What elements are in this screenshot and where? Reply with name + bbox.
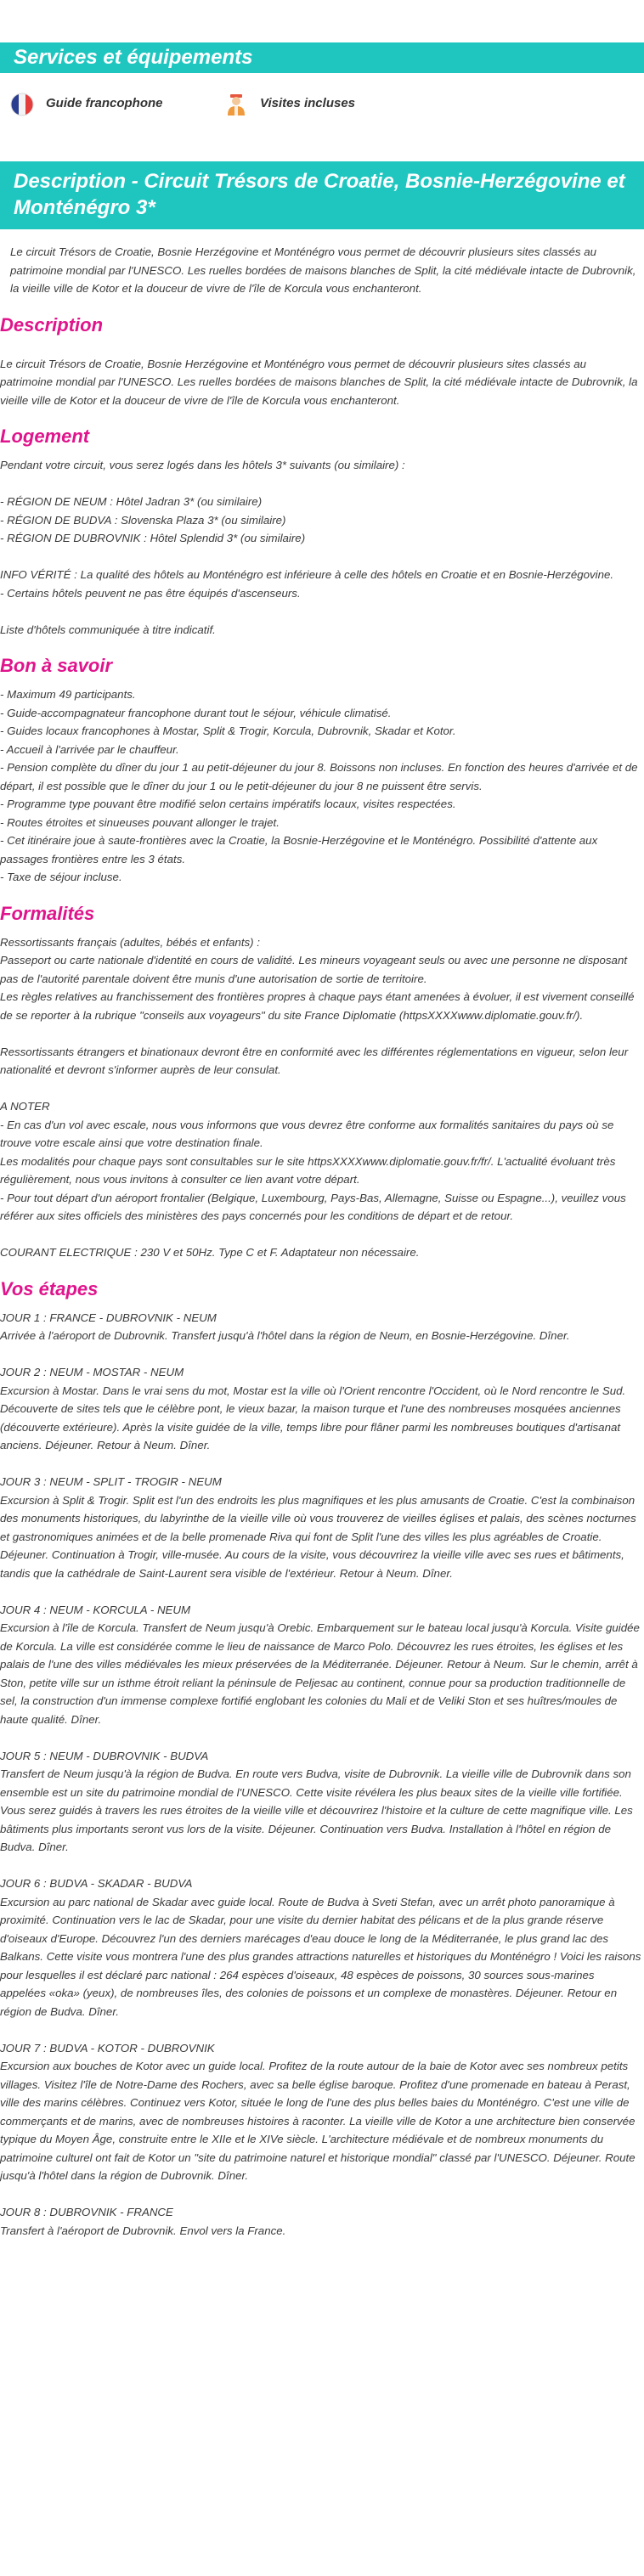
day-title: JOUR 8 : DUBROVNIK - FRANCE xyxy=(0,2206,173,2218)
ressortissants-francais: Ressortissants français (adultes, bébés et enfants) : xyxy=(0,935,260,949)
list-item: - Cet itinéraire joue à saute-frontières avec la Croatie, la Bosnie-Herzégovine et le Monténégro. Possibilité d'attente aux passages frontières entre les 3 états. xyxy=(0,834,598,865)
day-6 xyxy=(0,1874,641,2021)
service-label: Visites incluses xyxy=(260,96,356,110)
list-item: - Guides locaux francophones à Mostar, Split & Trogir, Korcula, Dubrovnik, Skadar et Kotor. xyxy=(0,724,456,737)
info-verite: INFO VÉRITÉ : La qualité des hôtels au Monténégro est inférieure à celle des hôtels en Croatie et en Bosnie-Herzégovine. xyxy=(0,568,614,581)
list-item: - Guide-accompagnateur francophone durant tout le séjour, véhicule climatisé. xyxy=(0,706,392,719)
bon-a-savoir-list xyxy=(0,685,641,887)
etapes-section xyxy=(0,1278,641,2241)
description-heading: Description xyxy=(0,313,104,335)
day-text: Transfert à l'aéroport de Dubrovnik. Envol vers la France. xyxy=(0,2224,286,2237)
services-title: Services et équipements xyxy=(14,46,253,69)
list-item: - Accueil à l'arrivée par le chauffeur. xyxy=(0,742,179,756)
day-text: Transfert de Neum jusqu'à la région de Budva. En route vers Budva, visite de Dubrovnik. La vieille ville de Dubrovnik dans son ensemble est un site du patrimoine mondial de l'UNESCO. Cette visite révélera les plus beaux sites de la vieille ville fortifiée. Vous serez guidés à travers les rues étroites de la vieille ville et découvrirez l'histoire et la culture de cette magnifique ville. Les bâtiments plus importants seront vus lors de la visite. Déjeuner. Continuation vers Budva. Installation à l'hôtel en région de Budva. Dîner. xyxy=(0,1767,633,1853)
bon-a-savoir-section xyxy=(0,655,641,887)
day-text: Excursion au parc national de Skadar avec guide local. Route de Budva à Sveti Stefan, avec un arrêt photo panoramique à proximité. Continuation vers le lac de Skadar, pour une visite du dernier habitat des pélicans et de la plus grande réserve d'oiseaux d'Europe. Découvrez l'un des derniers marécages d'eau douce le long de la Méditerranée, le plus grand lac des Balkans. Cette visite vous montrera l'une des plus grandes attractions naturelles et historiques du Monténégro ! Voici les raisons pour lesquelles il est déclaré parc national : 264 espèces d'oiseaux, 48 espèces de poissons, 30 sources sous-marines appelées «oka» (yeux), de nombreuses îles, des colonies de poissons et un complexe de monastères. Déjeuner. Retour en région de Budva. Dîner. xyxy=(0,1895,641,2018)
etapes-heading: Vos étapes xyxy=(0,1277,99,1299)
bon-a-savoir-heading: Bon à savoir xyxy=(0,655,113,676)
ascenseurs-note: - Certains hôtels peuvent ne pas être équipés d'ascenseurs. xyxy=(0,586,301,600)
day-title: JOUR 3 : NEUM - SPLIT - TROGIR - NEUM xyxy=(0,1475,222,1488)
day-title: JOUR 5 : NEUM - DUBROVNIK - BUDVA xyxy=(0,1749,209,1762)
day-7 xyxy=(0,2039,641,2185)
ressortissants-etrangers: Ressortissants étrangers et binationaux devront être en conformité avec les différentes réglementations en vigueur, selon leur nationalité et devront s'informer auprès de leur consulat. xyxy=(0,1045,629,1076)
day-text: Excursion à Split & Trogir. Split est l'un des endroits les plus magnifiques et les plus amusants de Croatie. C'est la combinaison des monuments historiques, du labyrinthe de la vieille ville où vous trouverez de vieilles églises et palais, des scènes nocturnes et gastronomiques animées et de la belle promenade Riva qui font de Split l'une des villes les plus agréables de Croatie. Déjeuner. Continuation à Trogir, ville-musée. Au cours de la visite, vous découvrirez la vieille ville avec ses rues et bâtiments, tandis que la cathédrale de Saint-Laurent sera visible de l'extérieur. Retour à Neum. Dîner. xyxy=(0,1493,636,1580)
day-4 xyxy=(0,1601,641,1729)
list-item: - Taxe de séjour incluse. xyxy=(0,871,122,883)
guide-person-icon xyxy=(224,93,248,116)
day-8 xyxy=(0,2203,641,2240)
service-label: Guide francophone xyxy=(46,96,163,110)
a-noter-escale: - En cas d'un vol avec escale, nous vous informons que vous devrez être conforme aux formalités sanitaires du pays où se trouve votre escale ainsi que votre destination finale. xyxy=(0,1118,614,1149)
services-title-band xyxy=(0,42,644,73)
intro-section xyxy=(10,243,641,298)
list-item: - Programme type pouvant être modifié selon certains impératifs locaux, visites respectées. xyxy=(0,798,456,810)
day-text: Excursion à Mostar. Dans le vrai sens du mot, Mostar est la ville où l'Orient rencontre l'Occident, où le Nord rencontre le Sud. Découverte de sites tels que le célèbre pont, le vieux bazar, la maison turque et l'une des nombreuses mosquées anciennes (découverte extérieure). Après la visite guidée de la ville, temps libre pour flâner parmi les nombreuses boutiques d'artisanat anciens. Déjeuner. Retour à Neum. Dîner. xyxy=(0,1384,626,1451)
formalites-heading: Formalités xyxy=(0,902,95,924)
day-title: JOUR 6 : BUDVA - SKADAR - BUDVA xyxy=(0,1877,193,1890)
logement-section xyxy=(0,426,641,639)
list-item: - Pension complète du dîner du jour 1 au petit-déjeuner du jour 8. Boissons non incluses. En fonction des heures d'arrivée et de départ, il est possible que le dîner du jour 1 ou le petit-déjeuner du jour 8 ne puissent être servis. xyxy=(0,761,638,792)
liste-hotels-note: Liste d'hôtels communiquée à titre indicatif. xyxy=(0,623,216,636)
list-item: - Maximum 49 participants. xyxy=(0,688,136,701)
intro-text: Le circuit Trésors de Croatie, Bosnie Herzégovine et Monténégro vous permet de découvrir plusieurs sites classés au patrimoine mondial par l'UNESCO. Les ruelles bordées de maisons blanches de Split, la cité médiévale intacte de Dubrovnik, la vieille ville de Kotor et la douceur de vivre de l'île de Korcula vous enchanteront. xyxy=(10,245,636,295)
passeport-text: Passeport ou carte nationale d'identité en cours de validité. Les mineurs voyageant seuls ou avec une personne ne disposant pas de l'autorité parentale doivent être munis d'une autorisation de sortie de territoire. xyxy=(0,954,628,985)
a-noter-modalites: Les modalités pour chaque pays sont consultables sur le site httpsXXXXwww.diplomatie.gouv.fr/fr/. L'actualité évoluant très régulièrement, nous vous invitons à consulter ce lien avant votre départ. xyxy=(0,1154,616,1186)
description-band-title: Description - Circuit Trésors de Croatie, Bosnie-Herzégovine et Monténégro 3* xyxy=(14,170,625,219)
a-noter-title: A NOTER xyxy=(0,1100,50,1113)
day-title: JOUR 1 : FRANCE - DUBROVNIK - NEUM xyxy=(0,1311,217,1324)
day-text: Arrivée à l'aéroport de Dubrovnik. Transfert jusqu'à l'hôtel dans la région de Neum, en Bosnie-Herzégovine. Dîner. xyxy=(0,1329,570,1342)
day-1 xyxy=(0,1309,641,1345)
a-noter-depart: - Pour tout départ d'un aéroport frontalier (Belgique, Luxembourg, Pays-Bas, Allemagne, Suisse ou Espagne...), veuillez vous référer aux sites officiels des ministères des pays concernés pour les conditions de départ et de retour. xyxy=(0,1191,626,1222)
description-section xyxy=(0,314,641,410)
hotel-budva: - RÉGION DE BUDVA : Slovenska Plaza 3* (ou similaire) xyxy=(0,513,286,527)
hotel-neum: - RÉGION DE NEUM : Hôtel Jadran 3* (ou similaire) xyxy=(0,495,263,508)
hotel-dubrovnik: - RÉGION DE DUBROVNIK : Hôtel Splendid 3* (ou similaire) xyxy=(0,532,306,544)
day-3 xyxy=(0,1473,641,1582)
formalites-section xyxy=(0,903,641,1262)
logement-heading: Logement xyxy=(0,426,90,447)
day-title: JOUR 7 : BUDVA - KOTOR - DUBROVNIK xyxy=(0,2041,215,2055)
page-content xyxy=(0,243,644,2240)
day-2 xyxy=(0,1363,641,1455)
services-list xyxy=(10,91,639,118)
day-title: JOUR 2 : NEUM - MOSTAR - NEUM xyxy=(0,1366,184,1378)
day-text: Excursion aux bouches de Kotor avec un guide local. Profitez de la route autour de la baie de Kotor avec ses nombreux petits villages. Visitez l'île de Notre-Dame des Rochers, avec sa belle église baroque. Profitez d'une promenade en bateau à Perast, ville des marins célèbres. Continuez vers Kotor, située le long de l'une des plus belles baies du Monténégro. C'est une ville de commerçants et de marins, avec de nombreuses histoires à raconter. La vieille ville de Kotor a une architecture bien conservée typique du Moyen Âge, construite entre le XIIe et le XIVe siècle. L'architecture médiévale et de nombreux monuments du patrimoine culturel ont fait de Kotor un "site du patrimoine naturel et historique mondial" classé par l'UNESCO. Déjeuner. Route jusqu'à l'hôtel dans la région de Dubrovnik. Dîner. xyxy=(0,2060,636,2182)
description-title-band xyxy=(0,161,644,229)
day-title: JOUR 4 : NEUM - KORCULA - NEUM xyxy=(0,1603,191,1616)
courant-electrique: COURANT ELECTRIQUE : 230 V et 50Hz. Type C et F. Adaptateur non nécessaire. xyxy=(0,1246,420,1259)
logement-intro: Pendant votre circuit, vous serez logés dans les hôtels 3* suivants (ou similaire) : xyxy=(0,459,405,471)
french-flag-icon xyxy=(10,93,34,116)
day-text: Excursion à l'île de Korcula. Transfert de Neum jusqu'à Orebic. Embarquement sur le bateau local jusqu'à Korcula. Visite guidée de Korcula. La ville est considérée comme le lieu de naissance de Marco Polo. Découvrez les rues étroites, les églises et les palais de l'une des villes médiévales les mieux préservées de la Méditerranée. Déjeuner. Retour à Neum. Sur le chemin, arrêt à Ston, petite ville sur un isthme étroit reliant la péninsule de Peljesac au continent, connue pour sa production traditionnelle de sel, la construction d'un immense complexe fortifié englobant les colonies du Mali et de Veliki Ston et ses huîtres/moules de haute qualité. Dîner. xyxy=(0,1621,640,1726)
list-item: - Routes étroites et sinueuses pouvant allonger le trajet. xyxy=(0,815,280,829)
day-5 xyxy=(0,1747,641,1857)
description-text: Le circuit Trésors de Croatie, Bosnie Herzégovine et Monténégro vous permet de découvrir plusieurs sites classés au patrimoine mondial par l'UNESCO. Les ruelles bordées de maisons blanches de Split, la cité médiévale intacte de Dubrovnik, la vieille ville de Kotor et la douceur de vivre de l'île de Korcula vous enchanteront. xyxy=(0,357,638,407)
regles-frontieres: Les règles relatives au franchissement des frontières propres à chaque pays étant amenées à évoluer, il est vivement conseillé de se reporter à la rubrique "conseils aux voyageurs" du site France Diplomatie (httpsXXXXwww.diplomatie.gouv.fr/). xyxy=(0,990,635,1022)
